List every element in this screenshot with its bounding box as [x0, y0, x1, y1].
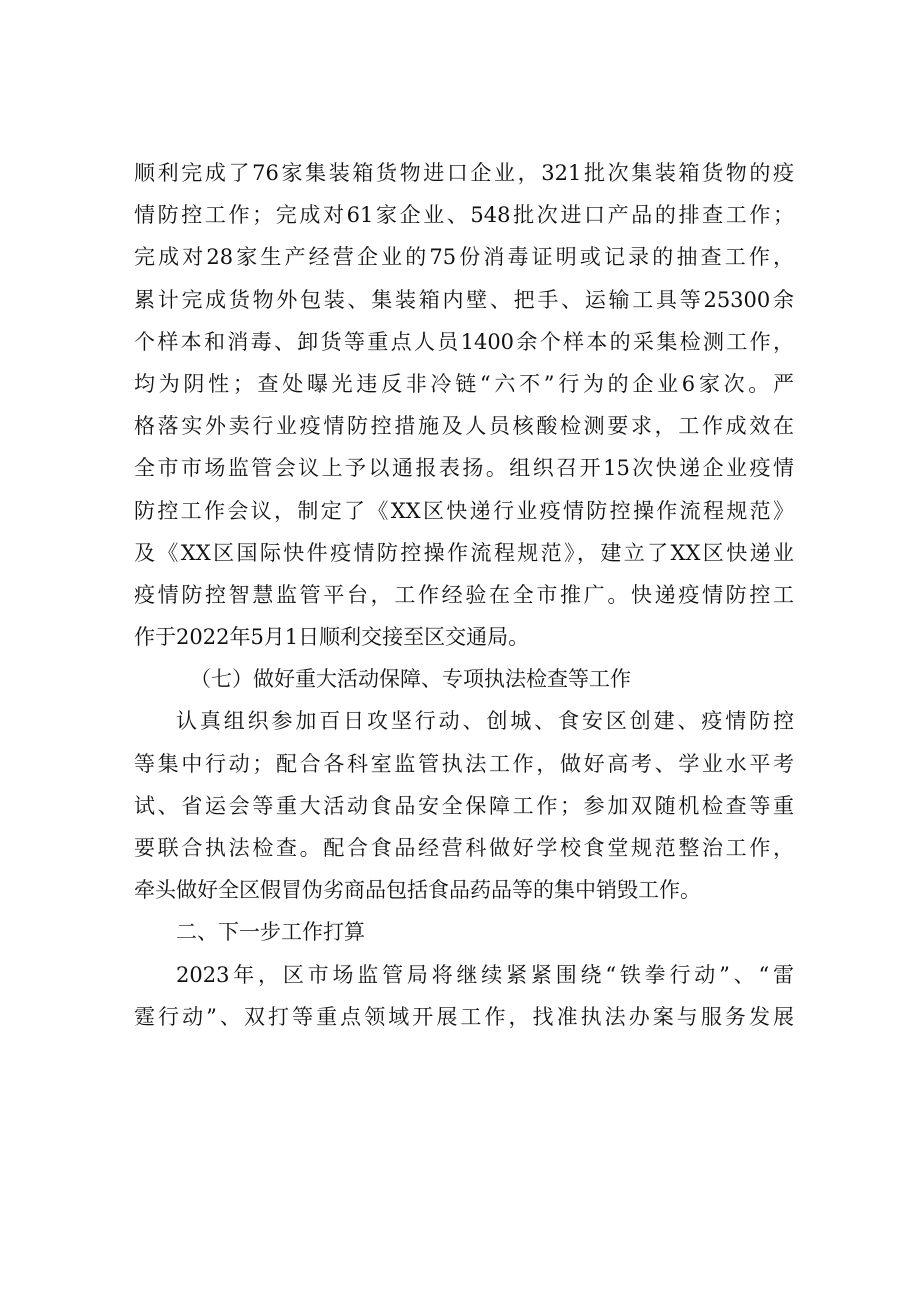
text-line: 顺利完成了76家集装箱货物进口企业，321批次集装箱货物的疫: [134, 161, 794, 185]
text-line: 试、省运会等重大活动食品安全保障工作；参加双随机检查等重: [134, 793, 794, 818]
text-line: 均为阴性；查处曝光违反非冷链“六不”行为的企业6家次。严: [134, 371, 794, 396]
paragraph-major-events: [134, 700, 794, 911]
section-heading-text: 二、下一步工作打算: [176, 920, 365, 945]
document-body: [134, 152, 794, 1038]
text-line: 全市市场监管会议上予以通报表扬。组织召开15次快递企业疫情: [134, 456, 794, 481]
text-line: 情防控工作；完成对61家企业、548批次进口产品的排查工作；: [134, 203, 794, 228]
paragraph-epidemic-control: [134, 152, 794, 658]
text-line: 及《XX区国际快件疫情防控操作流程规范》，建立了XX区快递业: [134, 540, 794, 565]
text-line: 要联合执法检查。配合食品经营科做好学校食堂规范整治工作，: [134, 836, 794, 860]
section-heading-7: [134, 658, 794, 700]
section-heading-2: [134, 911, 794, 953]
text-line: 格落实外卖行业疫情防控措施及人员核酸检测要求，工作成效在: [134, 414, 794, 439]
text-line: 作于2022年5月1日顺利交接至区交通局。: [134, 625, 530, 650]
paragraph-next-steps: [134, 954, 794, 1038]
text-line: 认真组织参加百日攻坚行动、创城、食安区创建、疫情防控: [176, 709, 794, 734]
text-line: 完成对28家生产经营企业的75份消毒证明或记录的抽查工作，: [134, 245, 794, 270]
text-line: 防控工作会议，制定了《XX区快递行业疫情防控操作流程规范》: [134, 498, 794, 523]
text-line: 牵头做好全区假冒伪劣商品包括食品药品等的集中销毁工作。: [134, 878, 701, 903]
section-heading-text: （七）做好重大活动保障、专项执法检查等工作: [190, 667, 631, 692]
text-line: 累计完成货物外包装、集装箱内壁、把手、运输工具等25300余: [134, 287, 794, 312]
text-line: 2023年，区市场监管局将继续紧紧围绕“铁拳行动”、“雷: [176, 962, 794, 987]
text-line: 霆行动”、双打等重点领域开展工作，找准执法办案与服务发展: [134, 1004, 794, 1029]
text-line: 个样本和消毒、卸货等重点人员1400余个样本的采集检测工作，: [134, 329, 794, 354]
text-line: 等集中行动；配合各科室监管执法工作，做好高考、学业水平考: [134, 751, 794, 776]
text-line: 疫情防控智慧监管平台，工作经验在全市推广。快递疫情防控工: [134, 582, 794, 607]
